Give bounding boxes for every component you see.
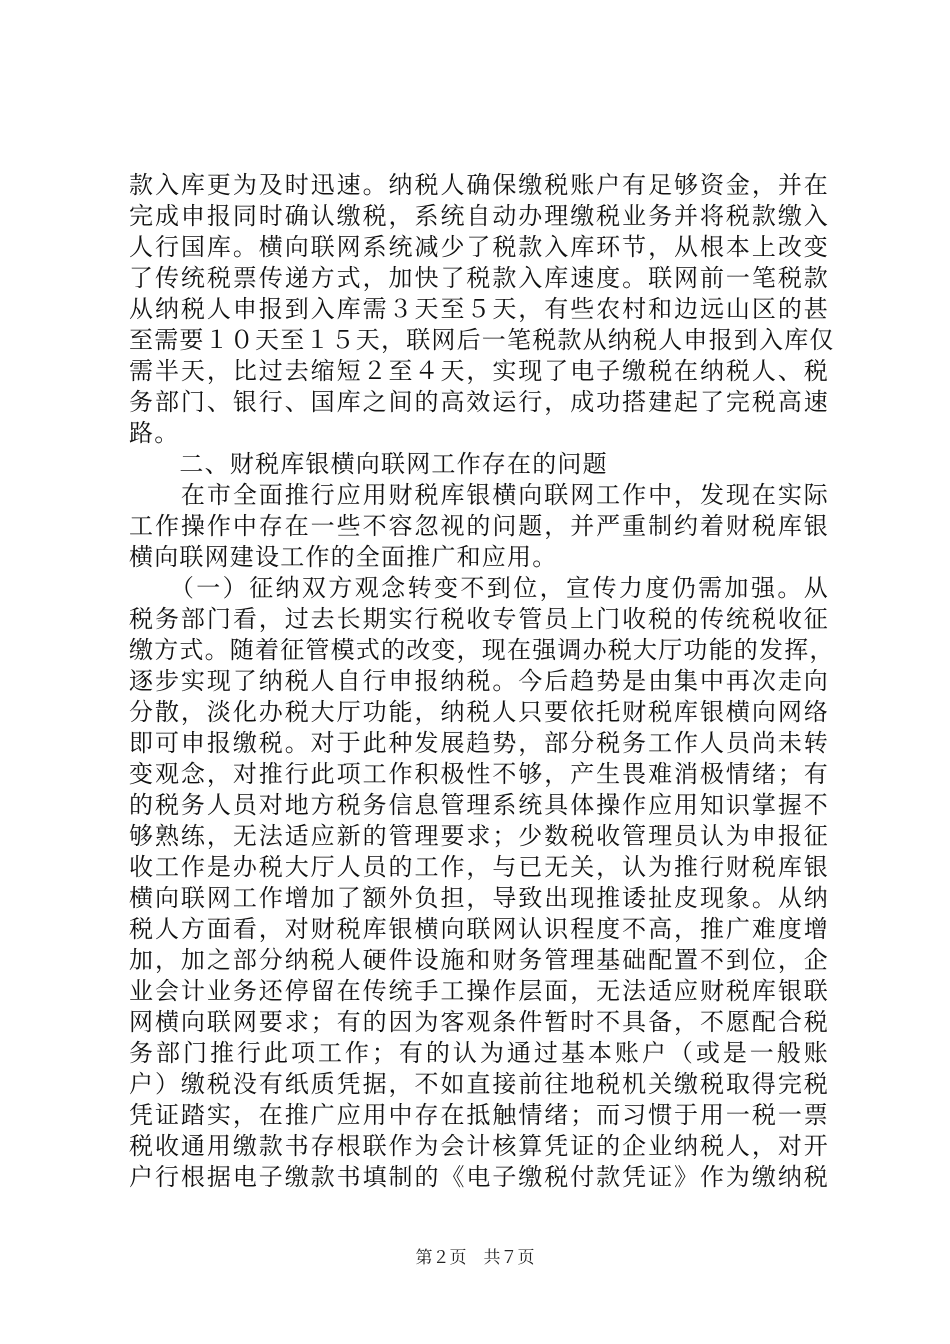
text-line: 税务部门看，过去长期实行税收专管员上门收税的传统税收征 [129,605,829,633]
text-line: 逐步实现了纳税人自行申报纳税。今后趋势是由集中再次走向 [129,667,829,695]
text-line: 网横向联网要求；有的因为客观条件暂时不具备，不愿配合税 [129,1008,829,1036]
text-line: 的税务人员对地方税务信息管理系统具体操作应用知识掌握不 [129,791,829,819]
text-line: 缴方式。随着征管模式的改变，现在强调办税大厅功能的发挥， [129,636,835,664]
text-line: 即可申报缴税。对于此种发展趋势，部分税务工作人员尚未转 [129,729,829,757]
text-line: 务部门、银行、国库之间的高效运行，成功搭建起了完税高速 [129,388,829,416]
text-line: 横向联网建设工作的全面推广和应用。 [129,543,558,571]
body-text [129,170,835,1193]
text-line: 业会计业务还停留在传统手工操作层面，无法适应财税库银联 [129,977,829,1005]
text-line: 变观念，对推行此项工作积极性不够，产生畏难消极情绪；有 [129,760,829,788]
text-line: 至需要１０天至１５天，联网后一笔税款从纳税人申报到入库仅 [129,326,835,354]
text-line: 务部门推行此项工作；有的认为通过基本账户（或是一般账 [129,1039,829,1067]
text-line: 收工作是办税大厅人员的工作，与已无关，认为推行财税库银 [129,853,829,881]
text-line: 税人方面看，对财税库银横向联网认识程度不高，推广难度增 [129,915,829,943]
text-line: 需半天，比过去缩短２至４天，实现了电子缴税在纳税人、税 [129,357,829,385]
text-line: 凭证踏实，在推广应用中存在抵触情绪；而习惯于用一税一票 [129,1101,829,1129]
text-line: 款入库更为及时迅速。纳税人确保缴税账户有足够资金，并在 [129,171,829,199]
text-line: 横向联网工作增加了额外负担，导致出现推诿扯皮现象。从纳 [129,884,829,912]
text-line: 在市全面推行应用财税库银横向联网工作中，发现在实际 [129,481,829,509]
section-heading: 二、财税库银横向联网工作存在的问题 [129,450,608,478]
text-line: 从纳税人申报到入库需３天至５天，有些农村和边远山区的甚 [129,295,829,323]
text-line: 完成申报同时确认缴税，系统自动办理缴税业务并将税款缴入 [129,202,829,230]
text-line: 路。 [129,419,180,447]
text-line: 了传统税票传递方式，加快了税款入库速度。联网前一笔税款 [129,264,829,292]
text-line: 工作操作中存在一些不容忽视的问题，并严重制约着财税库银 [129,512,829,540]
text-line: 加，加之部分纳税人硬件设施和财务管理基础配置不到位，企 [129,946,829,974]
text-line: 户）缴税没有纸质凭据，不如直接前往地税机关缴税取得完税 [129,1070,829,1098]
text-line: （一）征纳双方观念转变不到位，宣传力度仍需加强。从 [129,574,829,602]
text-line: 户行根据电子缴款书填制的《电子缴税付款凭证》作为缴纳税 [129,1163,829,1191]
page-number: 第２页 共７页 [415,1248,535,1268]
text-line: 税收通用缴款书存根联作为会计核算凭证的企业纳税人，对开 [129,1132,829,1160]
text-line: 够熟练，无法适应新的管理要求；少数税收管理员认为申报征 [129,822,829,850]
text-line: 分散，淡化办税大厅功能，纳税人只要依托财税库银横向网络 [129,698,829,726]
text-line: 人行国库。横向联网系统减少了税款入库环节，从根本上改变 [129,233,829,261]
